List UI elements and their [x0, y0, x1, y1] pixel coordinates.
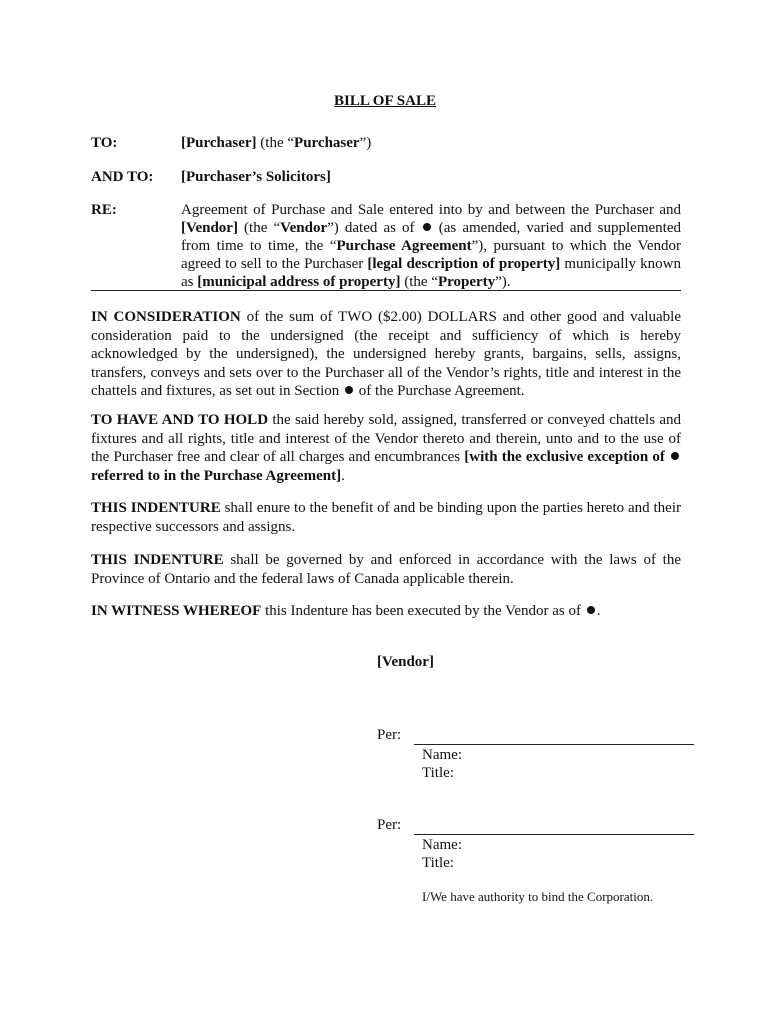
consideration-text-2: of the Purchase Agreement.	[355, 383, 525, 399]
re-text-1: Agreement of Purchase and Sale entered into by and between the Purchaser and	[181, 202, 681, 218]
consideration-text-1: of the sum of TWO ($2.00) DOLLARS and other good and valuable consideration paid to the undersigned (the receipt and sufficiency of which is hereby acknowledged by the undersigned), the undersigned hereby grants, bargains, sells, assigns, transfers, conveys and sets over to the Purchaser all of the Vendor’s rights, title and interest in the chattels and fixtures, as set out in Section	[91, 309, 681, 399]
witness-lead: IN WITNESS WHEREOF	[91, 603, 262, 619]
governing-lead: THIS INDENTURE	[91, 552, 224, 568]
document-title: BILL OF SALE	[334, 93, 436, 109]
to-value	[181, 134, 681, 152]
enure-lead: THIS INDENTURE	[91, 500, 221, 516]
to-text: (the “	[256, 135, 295, 151]
governing-law-paragraph	[91, 551, 681, 588]
blank-bullet-icon	[671, 452, 679, 460]
re-row	[91, 201, 681, 291]
enure-paragraph	[91, 499, 681, 536]
re-label: RE:	[91, 202, 117, 218]
signature-line-1[interactable]	[414, 744, 694, 745]
witness-paragraph	[91, 602, 681, 621]
per-label-1: Per:	[377, 727, 402, 743]
and-to-row	[91, 168, 681, 186]
to-text-end: ”)	[359, 135, 372, 151]
witness-text-2: .	[596, 603, 601, 619]
exception-text-1: [with the exclusive exception of	[464, 449, 669, 465]
habendum-lead: TO HAVE AND TO HOLD	[91, 412, 269, 428]
authority-statement: I/We have authority to bind the Corporation.	[422, 889, 654, 904]
per-label-2: Per:	[377, 817, 402, 833]
municipal-address-placeholder: [municipal address of property]	[197, 274, 401, 290]
witness-text-1: this Indenture has been executed by the Vendor as of	[261, 603, 585, 619]
habendum-text-2: .	[341, 467, 345, 484]
purchaser-placeholder: [Purchaser]	[181, 135, 257, 151]
header-divider	[91, 290, 681, 291]
habendum-text-1: the said hereby sold, assigned, transferred or conveyed chattels and fixtures and all rights, title and interest of the Vendor thereto and therein, unto and to the use of the Purchaser free and clear of all charges and encumbrances	[91, 412, 682, 465]
signer-1-fields	[422, 746, 462, 782]
name-label: Name:	[422, 747, 462, 763]
to-row	[91, 134, 681, 152]
re-text-4: (as amended, varied and supplemented from time to time, the “	[181, 220, 681, 254]
blank-bullet-icon	[345, 386, 353, 394]
re-text-5: ”), pursuant to which the Vendor agreed to sell to the Purchaser	[181, 238, 681, 272]
title-label: Title:	[422, 855, 454, 871]
signature-line-2[interactable]	[414, 834, 694, 835]
property-defined-term: Property	[437, 274, 496, 290]
enure-text: shall enure to the benefit of and be binding upon the parties hereto and their respective successors and assigns.	[91, 500, 681, 535]
re-text-8: ”).	[495, 274, 511, 290]
blank-bullet-icon	[423, 223, 431, 231]
consideration-lead: IN CONSIDERATION	[91, 309, 241, 325]
vendor-defined-term: Vendor	[280, 220, 328, 236]
vendor-placeholder: [Vendor]	[181, 220, 238, 236]
title-label: Title:	[422, 765, 454, 781]
purchase-agreement-defined-term: Purchase Agreement	[336, 238, 472, 254]
re-text-7: (the “	[400, 274, 438, 290]
exception-text-2: referred to in the Purchase Agreement]	[91, 467, 342, 484]
governing-text: shall be governed by and enforced in accordance with the laws of the Province of Ontario and the federal laws of Canada applicable therein.	[91, 552, 681, 587]
re-text-3: ”) dated as of	[327, 220, 421, 236]
re-value	[181, 201, 681, 291]
re-text-2: (the “	[237, 220, 281, 236]
and-to-value: [Purchaser’s Solicitors]	[181, 169, 331, 185]
legal-description-placeholder: [legal description of property]	[367, 256, 561, 272]
re-text-6: municipally known as	[181, 256, 681, 290]
signature-party: [Vendor]	[377, 654, 434, 670]
habendum-paragraph	[91, 411, 681, 485]
blank-bullet-icon	[587, 606, 595, 614]
purchaser-defined-term: Purchaser	[294, 135, 360, 151]
name-label: Name:	[422, 837, 462, 853]
signer-2-fields	[422, 836, 462, 872]
and-to-value-wrap	[181, 168, 681, 186]
to-label: TO:	[91, 135, 118, 151]
consideration-paragraph	[91, 308, 681, 401]
and-to-label: AND TO:	[91, 169, 154, 185]
